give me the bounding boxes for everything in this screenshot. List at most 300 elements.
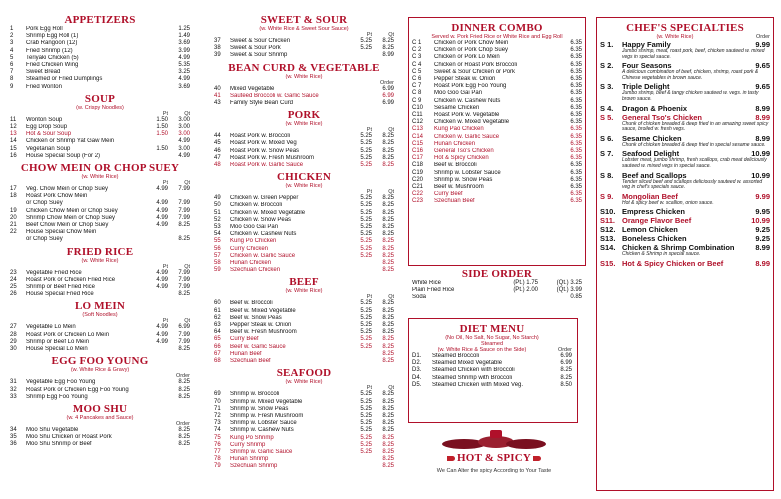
item-name: Pork Egg Roll: [26, 26, 63, 32]
item-number: 11: [10, 116, 17, 123]
item-number: S15.: [600, 258, 616, 268]
item-number: D1.: [412, 353, 422, 359]
menu-item-row: [214, 322, 394, 329]
item-number: C16: [412, 148, 424, 155]
item-name: Beef w. Mixed Vegetable: [230, 307, 296, 314]
menu-item-row: [214, 231, 394, 238]
menu-item-row: [10, 33, 190, 40]
menu-item-row: [412, 98, 582, 105]
item-name: Szechuan Beef: [230, 358, 271, 365]
item-price-pint: 5.25: [360, 314, 372, 321]
item-price-pint: 5.25: [360, 38, 372, 44]
menu-item-row: [10, 332, 190, 339]
menu-item-row: [10, 26, 190, 33]
menu-item-row: [412, 294, 582, 301]
item-name: Beef and Scallops: [622, 170, 687, 180]
item-name: Steamed Shrimp with Broccoli: [432, 374, 513, 381]
item-number: 68: [214, 358, 221, 365]
section-title: SOUP: [84, 92, 116, 105]
item-name: Chicken & Shrimp Combination: [622, 243, 735, 253]
item-name: Shrimp w. Fresh Mushroom: [230, 412, 304, 419]
item-name: Hot & Sour Soup: [26, 131, 72, 138]
item-number: 4: [10, 47, 14, 54]
item-price-pint: 4.99: [156, 331, 168, 338]
menu-item-row: [412, 141, 582, 148]
menu-item-row: [214, 38, 394, 45]
qt-label: Qt: [388, 32, 394, 38]
item-number: D4.: [412, 374, 422, 381]
item-name: Hunan Chicken: [230, 260, 272, 267]
item-number: 62: [214, 314, 221, 321]
item-price-quart: 8.25: [382, 260, 394, 267]
item-price-pint: 5.25: [360, 398, 372, 405]
item-price-pint: 1.50: [156, 131, 168, 138]
item-name: Family Style Bean Curd: [230, 100, 294, 107]
item-price: 8.99: [755, 103, 770, 113]
item-number: 32: [10, 386, 17, 393]
item-price-quart: 6.99: [178, 324, 190, 331]
item-name: Soda: [412, 294, 427, 301]
item-name: White Rice: [412, 280, 442, 286]
item-name: Steamed Broccoli: [432, 353, 480, 359]
item-price-quart: 8.25: [382, 162, 394, 169]
menu-item-row: [10, 387, 190, 394]
item-price: 10.99: [751, 170, 770, 180]
item-price-pint: 5.25: [360, 336, 372, 343]
item-number: 7: [10, 69, 14, 76]
section-subtitle: (No Oil, No Salt, No Sugar, No Starch): [445, 335, 539, 341]
item-name: Chicken or Pork Lo Mein: [434, 54, 500, 61]
item-number: 67: [214, 350, 221, 357]
menu-item-row: [214, 413, 394, 420]
item-price: 6.35: [570, 119, 582, 126]
item-number: C21: [412, 184, 424, 191]
menu-item-row: [412, 112, 582, 119]
item-price-quart: 8.25: [178, 346, 190, 353]
item-price-quart: 8.25: [382, 391, 394, 398]
menu-item-row: [412, 382, 572, 389]
item-number: 54: [214, 231, 221, 238]
item-number: 49: [214, 195, 221, 202]
qt-label: Qt: [184, 318, 190, 325]
item-number: 57: [214, 252, 221, 259]
item-number: C 2: [412, 47, 422, 54]
item-price-quart: 7.99: [178, 200, 190, 207]
menu-item-row: [10, 208, 190, 215]
item-price-pint: 5.25: [360, 300, 372, 307]
menu-item-row: [214, 253, 394, 260]
item-price-quart: 8.25: [382, 456, 394, 463]
item-name: Sweet & Sour Pork: [230, 45, 281, 52]
item-price-pint: 5.25: [360, 329, 372, 336]
item-number: 2: [10, 33, 14, 40]
item-number: 25: [10, 284, 17, 291]
item-number: C19: [412, 169, 424, 176]
item-price-pint: 4.99: [156, 214, 168, 221]
menu-item-row: [10, 270, 190, 277]
item-price-pint: 5.25: [360, 209, 372, 216]
item-number: 15: [10, 145, 17, 152]
item-price-pint: 5.25: [360, 245, 372, 252]
item-name: Szechuan Shrimp: [230, 463, 278, 470]
item-number: S 9.: [600, 191, 614, 201]
item-number: 72: [214, 412, 221, 419]
section-subtitle: (w. White Rice): [81, 257, 119, 264]
item-price-quart: 8.25: [382, 322, 394, 329]
menu-item-row: [214, 86, 394, 93]
item-price-pint: [350, 351, 372, 358]
pepper-icon: [447, 456, 455, 461]
menu-item-row: [412, 287, 582, 294]
menu-item-row: [214, 162, 394, 169]
item-number: S 1.: [600, 40, 614, 49]
item-price: 6.35: [570, 184, 582, 191]
pt-label: Pt: [366, 294, 372, 301]
item-price-pint: 4.99: [156, 207, 168, 214]
item-price-pint: [146, 153, 168, 160]
item-price-pint: 1.50: [156, 145, 168, 152]
item-name: Chicken w. Cashew Nuts: [230, 231, 297, 238]
item-price-pint: 4.99: [156, 200, 168, 207]
item-price-pint: [350, 267, 372, 274]
item-price-quart: [168, 193, 190, 200]
item-number: C13: [412, 126, 424, 133]
section-title: CHEF'S SPECIALTIES: [626, 22, 744, 34]
item-price-pint: 5.25: [360, 322, 372, 329]
menu-item-row: [214, 406, 394, 413]
item-price-quart: 8.25: [382, 405, 394, 412]
item-price: 6.99: [382, 100, 394, 107]
item-number: 35: [10, 434, 17, 441]
item-price-pint: 5.25: [360, 238, 372, 245]
section-title: APPETIZERS: [64, 14, 136, 26]
item-name: Dragon & Phoenix: [622, 103, 688, 113]
item-name: Mixed Vegetable: [230, 85, 275, 92]
item-name: Shrimp w. Lobster Sauce: [230, 420, 297, 427]
item-price-quart: 8.25: [382, 358, 394, 365]
menu-item-row: [10, 124, 190, 131]
item-name: Hot & Spicy Chicken or Beef: [622, 258, 724, 268]
item-price-pint: 5.25: [360, 147, 372, 154]
item-price-pint: [146, 346, 168, 353]
item-name: Sweet & Sour Chicken or Pork: [434, 68, 516, 75]
menu-item-row: [10, 186, 190, 193]
menu-item-row: [214, 210, 394, 217]
menu-item-row: [10, 291, 190, 298]
menu-item-row: [214, 217, 394, 224]
item-number: C11: [412, 112, 423, 119]
item-name: Moo Shu Shrimp or Beef: [26, 441, 92, 448]
item-name: Triple Delight: [622, 82, 670, 92]
item-name: Beef w. Broccoli: [434, 162, 477, 169]
item-name: Boneless Chicken: [622, 234, 687, 244]
item-price-quart: 8.25: [382, 448, 394, 455]
item-number: 69: [214, 391, 221, 398]
item-price-pint: 5.25: [360, 343, 372, 350]
item-price: 6.35: [570, 90, 582, 97]
item-price-pint: [146, 138, 168, 145]
item-name: Shrimp w. Cashew Nuts: [230, 427, 294, 434]
menu-item-row: [412, 375, 572, 382]
item-name: Roast Pork or Chicken Fried Rice: [26, 276, 116, 283]
menu-item-row: [10, 40, 190, 47]
item-number: 78: [214, 456, 221, 463]
menu-item-row: [412, 177, 582, 184]
item-name: Wonton Soup: [26, 116, 63, 123]
item-price: 9.25: [755, 234, 770, 244]
menu-item-row: [214, 344, 394, 351]
item-number: 58: [214, 260, 221, 267]
item-number: 16: [10, 152, 17, 159]
item-price-quart: 8.99: [382, 52, 394, 59]
item-number: 51: [214, 209, 221, 216]
item-name: Roast Pork Chow Mein: [26, 193, 88, 200]
item-price-pint: 5.25: [360, 140, 372, 147]
menu-column-4: [600, 20, 770, 488]
item-price: 6.35: [570, 140, 582, 147]
item-name: Empress Chicken: [622, 207, 685, 217]
item-number: S13.: [600, 234, 616, 244]
item-name: Steamed Chicken with Broccoli: [432, 367, 515, 374]
item-number: S 5.: [600, 112, 614, 122]
section-title: DINNER COMBO: [451, 22, 543, 34]
item-price-quart: (Qt.) 3.25: [556, 280, 582, 286]
section-title: LO MEIN: [75, 300, 125, 313]
menu-item-row: [214, 246, 394, 253]
item-name: Shrimp w. Broccoli: [230, 391, 280, 398]
menu-item-row: [412, 126, 582, 133]
menu-item-row: [214, 336, 394, 343]
item-number: 41: [214, 92, 221, 99]
item-name: Steamed or Fried Dumplings: [26, 76, 103, 83]
item-price-quart: 8.25: [382, 329, 394, 336]
item-price: 6.35: [570, 148, 582, 155]
item-price-quart: 8.25: [382, 209, 394, 216]
item-price-quart: 8.25: [382, 231, 394, 238]
menu-item-row: [10, 394, 190, 401]
item-price: 6.35: [570, 126, 582, 133]
menu-item-row: [214, 202, 394, 209]
section-title: EGG FOO YOUNG: [51, 355, 149, 368]
item-price-pint: 5.25: [360, 154, 372, 161]
item-name: Chicken or Shrimp Yat Gaw Mein: [26, 138, 115, 145]
item-number: 27: [10, 324, 17, 331]
item-price: 6.35: [570, 76, 582, 83]
item-name: Roast Pork or Chicken Egg Foo Young: [26, 386, 129, 393]
item-price-quart: 7.99: [178, 269, 190, 276]
item-price: 4.99: [178, 54, 190, 61]
item-price-quart: 8.25: [178, 222, 190, 229]
item-name: Fried Shrimp (12): [26, 47, 73, 54]
menu-item-row: [412, 155, 582, 162]
item-price: 6.99: [560, 360, 572, 367]
item-number: C10: [412, 104, 424, 111]
menu-item-row: [214, 308, 394, 315]
item-name: Roast Pork or Chicken Lo Mein: [26, 331, 110, 338]
item-price-pint: [350, 260, 372, 267]
item-price-quart: 3.00: [178, 116, 190, 123]
item-price: 8.99: [755, 112, 770, 122]
menu-column-1: [10, 12, 190, 494]
specialty-item-row: [600, 225, 770, 234]
section-subtitle: (w. 4 Pancakes and Sauce): [66, 414, 134, 421]
order-label: Order: [175, 373, 190, 380]
item-price-pint: 4.99: [156, 186, 168, 193]
item-price-quart: 8.25: [382, 343, 394, 350]
menu-column-3-combo: [412, 20, 582, 266]
section-title: DIET MENU: [459, 323, 525, 335]
item-number: 52: [214, 216, 221, 223]
item-price-quart: 8.25: [382, 195, 394, 202]
item-name: Roast Pork Egg Foo Young: [434, 83, 507, 90]
menu-column-2: [214, 12, 394, 494]
menu-item-row: [214, 93, 394, 100]
item-number: S 7.: [600, 149, 614, 159]
item-price: 6.35: [570, 176, 582, 183]
item-name: Steamed Mixed Vegetable: [432, 360, 503, 367]
item-number: S12.: [600, 225, 616, 235]
item-number: 47: [214, 154, 221, 161]
item-number: C22: [412, 191, 424, 198]
menu-item-row: [214, 315, 394, 322]
item-description: Chicken & Shrimp in special sauce.: [622, 251, 701, 258]
menu-item-row: [10, 346, 190, 353]
item-number: 39: [214, 52, 221, 59]
menu-item-row: [10, 215, 190, 222]
item-number: 12: [10, 124, 17, 131]
item-name: Vegetarian Soup: [26, 145, 71, 152]
item-number: S14.: [600, 243, 616, 253]
item-price: 6.35: [570, 133, 582, 140]
item-name: Happy Family: [622, 40, 671, 49]
item-price-quart: 7.99: [178, 186, 190, 193]
item-price: 6.35: [570, 47, 582, 54]
order-label: Order: [755, 34, 770, 40]
item-number: C 4: [412, 61, 422, 68]
menu-item-row: [10, 69, 190, 76]
item-description: Chunk of chicken breaded & deep fried in special sesame sauce.: [622, 141, 766, 148]
item-number: 13: [10, 131, 17, 138]
item-name: Roast Pork w. Snow Peas: [230, 147, 300, 154]
item-description: Chunk of chicken breaded & deep fried in an amazing sweet spicy sauce, broiled w. fresh vegs.: [622, 120, 769, 133]
menu-item-row: [10, 324, 190, 331]
item-number: C 7: [412, 83, 422, 90]
item-price: 8.25: [178, 386, 190, 393]
menu-item-row: [10, 76, 190, 83]
item-price: 8.25: [560, 367, 572, 374]
item-price-quart: 8.25: [382, 202, 394, 209]
item-name: Pepper Steak w. Onion: [434, 76, 496, 83]
item-name: Mongolian Beef: [622, 191, 678, 201]
item-name: Chicken w. Mixed Vegetable: [434, 119, 510, 126]
item-number: 1: [10, 26, 14, 32]
item-number: [10, 236, 26, 243]
item-name: Shrimp or Beef Fried Rice: [26, 284, 96, 291]
order-label: Order: [175, 420, 190, 427]
item-price: 8.99: [755, 133, 770, 143]
menu-item-row: [10, 236, 190, 243]
item-name: General Tso's Chicken: [434, 148, 494, 155]
menu-item-row: [412, 40, 582, 47]
item-price-quart: 7.99: [178, 331, 190, 338]
pt-label: Pt: [366, 189, 372, 196]
item-price: 6.35: [570, 104, 582, 111]
hot-spicy-title: [408, 452, 580, 464]
item-price-quart: 8.25: [382, 420, 394, 427]
item-price-pint: 1.50: [156, 124, 168, 131]
item-description: A delicious combination of beef, chicken, shrimp, roast pork & Chinese vegetables in brown sauce.: [622, 69, 759, 81]
item-price: 6.35: [570, 40, 582, 46]
item-name: Chicken Chow Mein or Chop Suey: [26, 207, 118, 214]
item-name: Hot & Spicy Chicken: [434, 155, 489, 162]
item-name: Kung Po Chicken: [230, 238, 277, 245]
item-number: 65: [214, 336, 221, 343]
section-title: SEAFOOD: [276, 367, 332, 380]
item-price: 6.35: [570, 61, 582, 68]
item-name: Shrimp Chow Mein or Chop Suey: [26, 214, 116, 221]
item-name: House Special Lo Mein: [26, 346, 88, 353]
menu-item-row: [412, 353, 572, 360]
item-price: 8.99: [755, 243, 770, 253]
item-price-pint: 5.25: [360, 427, 372, 434]
item-name: Vegetable Lo Mein: [26, 324, 76, 331]
item-name: Beef w. Garlic Sauce: [230, 343, 286, 350]
item-name: Chicken or Roast Pork Broccoli: [434, 61, 518, 68]
item-price: 9.95: [755, 207, 770, 217]
item-price-pint: 5.25: [360, 448, 372, 455]
item-number: 75: [214, 434, 221, 441]
item-name: Chicken or Pork Chow Mein: [434, 40, 509, 46]
menu-item-row: [214, 427, 394, 434]
item-price: 6.35: [570, 68, 582, 75]
item-price: 0.85: [570, 294, 582, 301]
item-name: Hunan Chicken: [434, 140, 476, 147]
item-price: 9.25: [755, 225, 770, 235]
item-price: 6.99: [382, 85, 394, 92]
qt-label: Qt: [388, 385, 394, 392]
item-name: Roast Pork w. Fresh Mushroom: [230, 154, 315, 161]
qt-label: Qt: [388, 294, 394, 301]
order-label: Order: [557, 347, 572, 353]
item-number: 74: [214, 427, 221, 434]
item-price-pint: (Pt.) 2.00: [513, 287, 538, 294]
item-number: 17: [10, 186, 17, 193]
item-price-quart: 8.25: [178, 236, 190, 243]
item-number: S 8.: [600, 170, 614, 180]
item-name: Seafood Delight: [622, 149, 680, 159]
item-price: 9.99: [755, 40, 770, 49]
item-name: Shrimp w. Lobster Sauce: [434, 169, 501, 176]
pt-label: Pt: [162, 110, 168, 117]
item-number: 20: [10, 214, 17, 221]
item-name: Fried Wonton: [26, 83, 62, 90]
item-name: Moo Shu Vegetable: [26, 426, 79, 433]
menu-item-row: [10, 277, 190, 284]
item-price-pint: 5.25: [360, 405, 372, 412]
item-price-pint: 5.25: [360, 231, 372, 238]
section-title: FRIED RICE: [66, 245, 134, 258]
item-price: 10.99: [751, 216, 770, 226]
menu-item-row: [214, 449, 394, 456]
item-name: House Special Chow Mein: [26, 229, 97, 236]
menu-item-row: [214, 300, 394, 307]
item-number: 9: [10, 83, 14, 90]
item-name: Chicken w. Broccoli: [230, 202, 283, 209]
menu-column-3-side: [412, 266, 582, 306]
item-number: S10.: [600, 207, 616, 217]
item-name: Moo Goo Gai Pan: [230, 224, 279, 231]
menu-item-row: [214, 45, 394, 52]
